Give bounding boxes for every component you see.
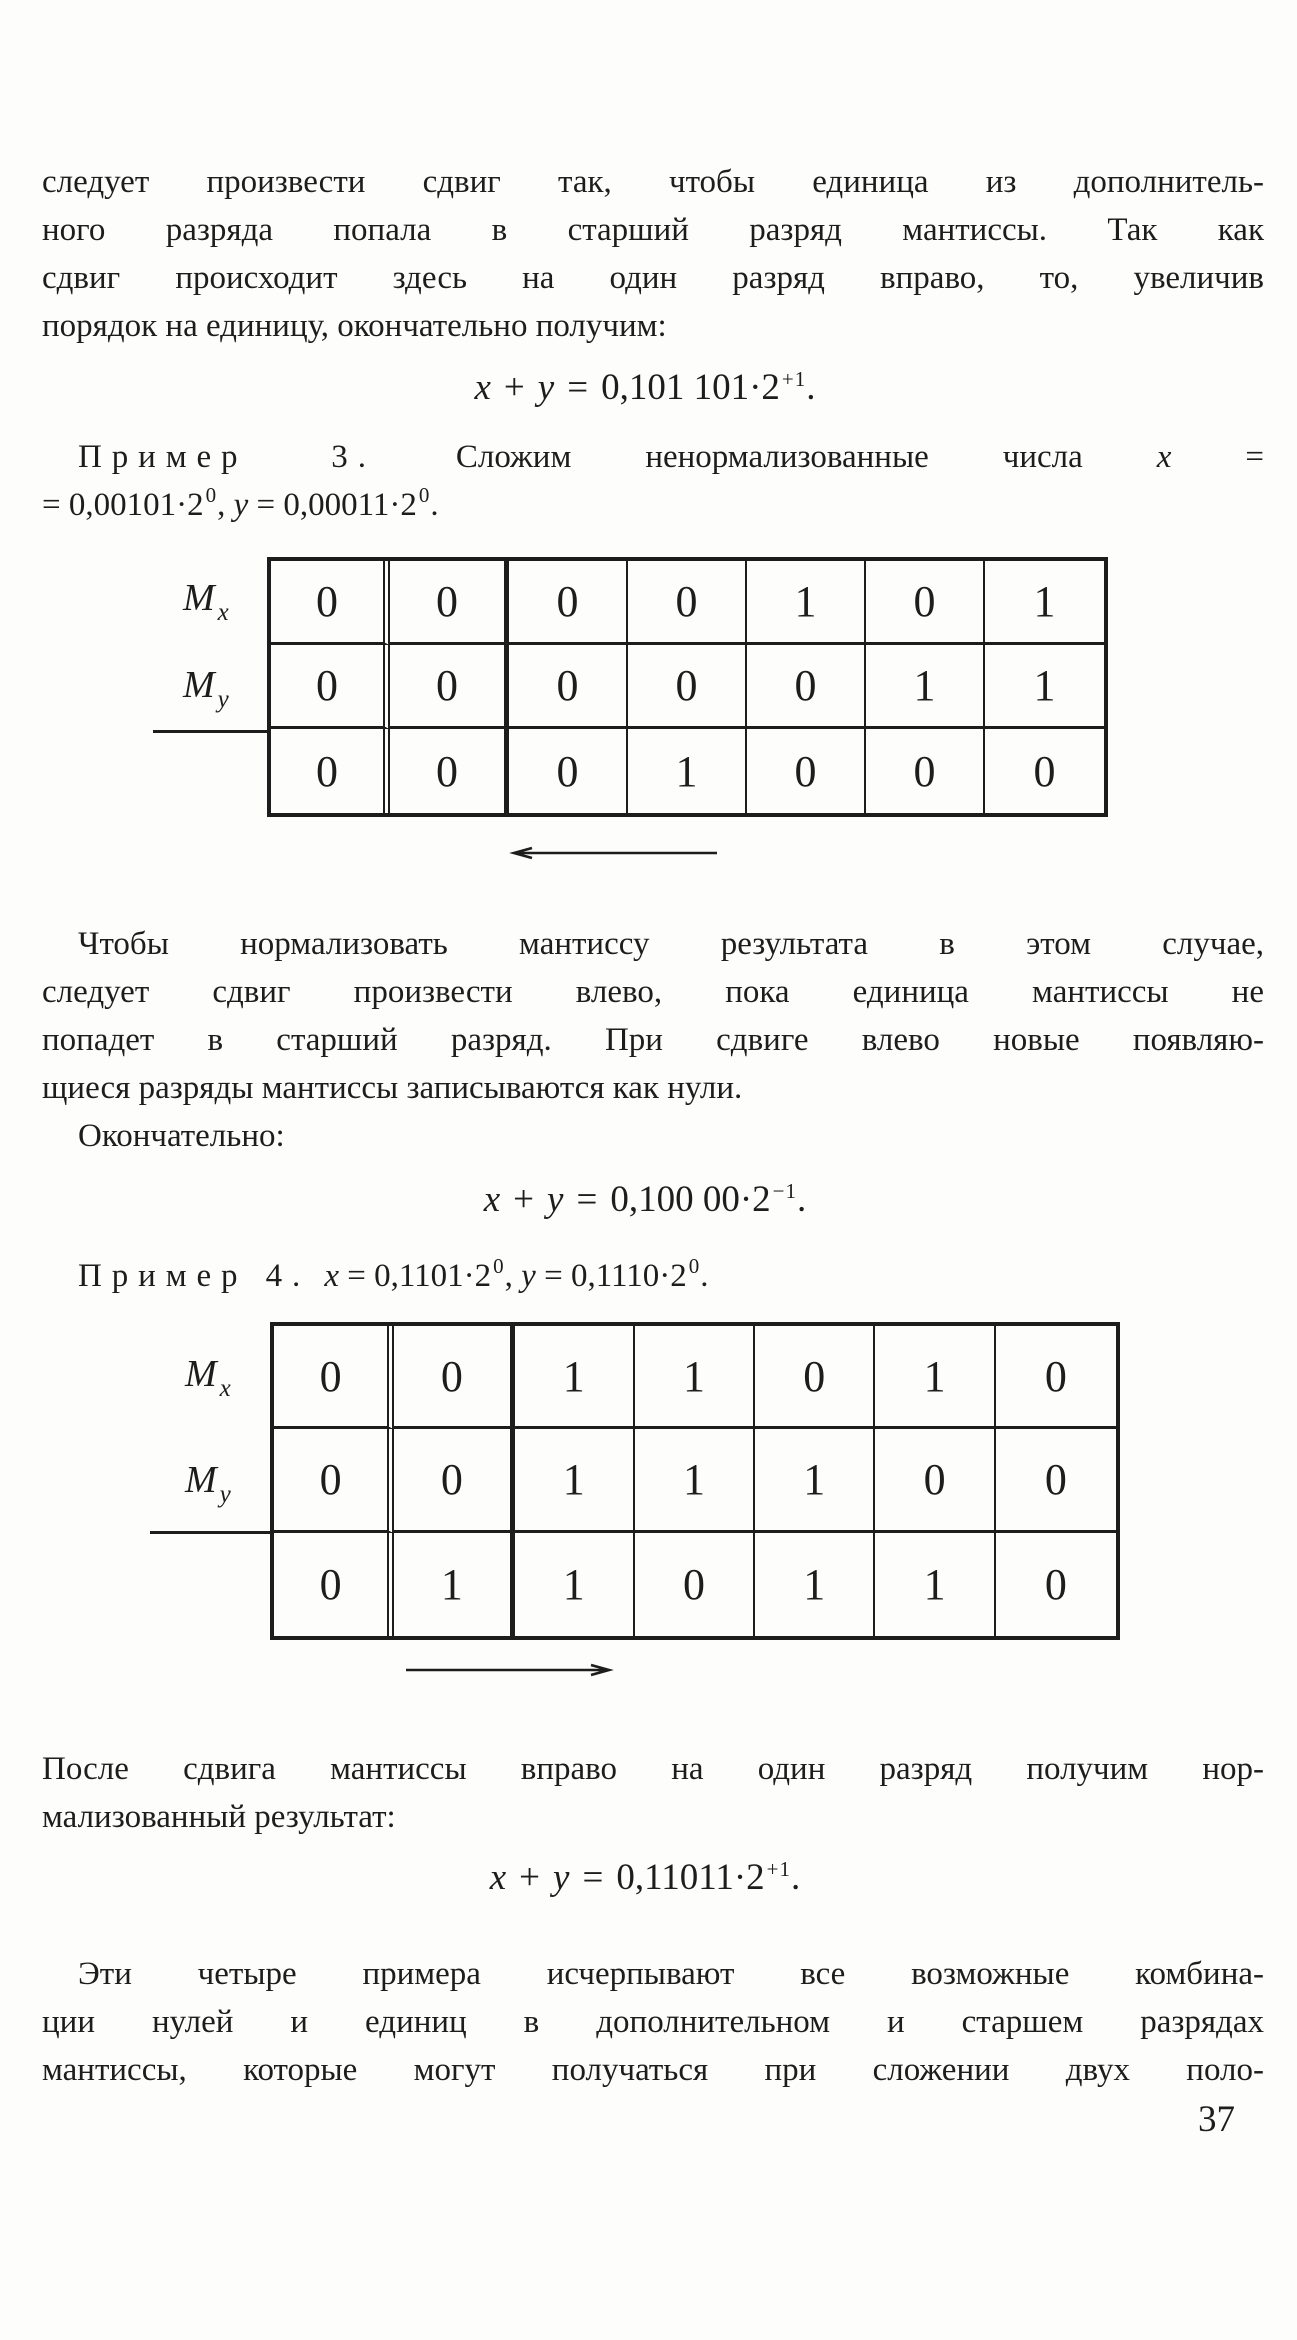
shift-right-arrow-icon bbox=[403, 1662, 618, 1678]
x-exponent: 0 bbox=[493, 1254, 505, 1278]
row-label-my: M $_y$ bbox=[185, 1459, 231, 1508]
table-cell: 1 bbox=[985, 561, 1104, 645]
formula-variable: x bbox=[474, 367, 491, 408]
text-line: следует произвести сдвиг так, чтобы единица из дополнитель- bbox=[42, 164, 1264, 200]
table-cell: 1 bbox=[875, 1326, 995, 1429]
table-cell: 0 bbox=[394, 1326, 514, 1429]
binary-table-example4 bbox=[270, 1322, 1120, 1640]
table-cell: 0 bbox=[1033, 746, 1056, 796]
table-cell: 1 bbox=[875, 1533, 995, 1636]
paragraph-normalize bbox=[42, 920, 1264, 1160]
text-line: ции нулей и единиц в дополнительном и старшем разрядах bbox=[42, 2004, 1264, 2040]
y-value: = 0,00011·2 bbox=[256, 487, 417, 523]
table-cell: 1 bbox=[755, 1533, 875, 1636]
table-cell: 0 bbox=[755, 1326, 875, 1429]
table-cell: 0 bbox=[271, 645, 390, 729]
table-cell: 0 bbox=[509, 561, 628, 645]
text-line: попадет в старший разряд. При сдвиге влево новые появляю- bbox=[42, 1022, 1264, 1058]
table-cell: 1 bbox=[635, 1326, 755, 1429]
table-cell: 0 bbox=[390, 729, 509, 813]
example-3 bbox=[42, 433, 1264, 532]
table-cell: 0 bbox=[390, 645, 509, 729]
formula-variable: y bbox=[537, 367, 555, 408]
formula-variable: y bbox=[553, 1857, 570, 1898]
table-cell: 0 bbox=[996, 1429, 1116, 1532]
formula-equals: = bbox=[582, 1857, 604, 1898]
table-cell: 1 bbox=[515, 1429, 635, 1532]
x-exponent: 0 bbox=[205, 483, 218, 507]
table-cell: 0 bbox=[875, 1429, 995, 1532]
x-value: = 0,1101·2 bbox=[347, 1258, 492, 1294]
table-cell: 0 bbox=[1044, 1559, 1067, 1609]
table-cell: 0 bbox=[747, 729, 866, 813]
table-cell: 1 bbox=[628, 729, 747, 813]
comma: , bbox=[504, 1258, 513, 1294]
table-cell: 1 bbox=[755, 1429, 875, 1532]
table-cell: 1 bbox=[985, 645, 1104, 729]
formula-sum-2 bbox=[130, 1178, 1160, 1221]
table-cell: 0 bbox=[271, 729, 390, 813]
row-label-mx: M $_x$ bbox=[185, 1353, 231, 1402]
table-cell: 0 bbox=[394, 1429, 514, 1532]
formula-exponent: −1 bbox=[772, 1179, 798, 1203]
page-number: 37 bbox=[1198, 2099, 1235, 2140]
formula-equals: = bbox=[1245, 439, 1265, 475]
example-label: Пример 3. bbox=[78, 439, 376, 475]
period: . bbox=[430, 487, 439, 523]
formula-variable: y bbox=[233, 487, 249, 523]
y-exponent: 0 bbox=[688, 1254, 701, 1278]
table-cell: 0 bbox=[996, 1326, 1116, 1429]
formula-equals: = bbox=[567, 367, 589, 408]
table-cell: 1 bbox=[515, 1326, 635, 1429]
text-line: Окончательно: bbox=[78, 1118, 285, 1154]
table-cell: 0 bbox=[866, 561, 985, 645]
text-line: После сдвига мантиссы вправо на один разряд получим нор- bbox=[42, 1751, 1264, 1787]
formula-period: . bbox=[797, 1179, 807, 1220]
table-cell: 1 bbox=[866, 645, 985, 729]
table-cell: 1 bbox=[515, 1533, 635, 1636]
x-value: = 0,00101·2 bbox=[42, 487, 204, 523]
addition-rule-line bbox=[153, 730, 267, 733]
formula-sum-3 bbox=[130, 1856, 1160, 1899]
formula-period: . bbox=[806, 367, 816, 408]
formula-operator: + bbox=[513, 1179, 535, 1220]
formula-variable: x bbox=[489, 1857, 507, 1898]
shift-left-arrow-icon bbox=[505, 845, 720, 861]
table-cell: 0 bbox=[271, 561, 390, 645]
formula-variable: y bbox=[521, 1258, 536, 1294]
y-value: = 0,1110·2 bbox=[544, 1258, 687, 1294]
formula-exponent: +1 bbox=[781, 367, 807, 391]
text-line: мализованный результат: bbox=[42, 1799, 396, 1835]
period: . bbox=[700, 1258, 709, 1294]
table-cell: 1 bbox=[747, 561, 866, 645]
table-cell: 0 bbox=[635, 1533, 755, 1636]
text-line: порядок на единицу, окончательно получим: bbox=[42, 308, 667, 344]
text-line bbox=[42, 433, 1264, 481]
table-cell: 0 bbox=[628, 645, 747, 729]
formula-operator: + bbox=[503, 367, 525, 408]
row-label-mx: M $_x$ bbox=[183, 577, 229, 626]
table-cell: 1 bbox=[394, 1533, 514, 1636]
formula-sum-1 bbox=[130, 366, 1160, 409]
text-line: ного разряда попала в старший разряд мантиссы. Так как bbox=[42, 212, 1264, 248]
text-line: следует сдвиг произвести влево, пока единица мантиссы не bbox=[42, 974, 1264, 1010]
table-cell: 0 bbox=[509, 645, 628, 729]
table-cell: 0 bbox=[747, 645, 866, 729]
table-cell: 0 bbox=[274, 1429, 394, 1532]
formula-variable: x bbox=[1156, 439, 1172, 475]
formula-variable: x bbox=[483, 1179, 501, 1220]
paragraph-conclusion bbox=[42, 1950, 1264, 2094]
table-cell: 0 bbox=[866, 729, 985, 813]
paragraph-shift-right bbox=[42, 158, 1264, 350]
table-cell: 0 bbox=[628, 561, 747, 645]
text-line: щиеся разряды мантиссы записываются как нули. bbox=[42, 1070, 743, 1106]
table-cell: 0 bbox=[509, 729, 628, 813]
formula-variable: x bbox=[324, 1258, 340, 1294]
formula-operator: + bbox=[519, 1857, 541, 1898]
addition-rule-line bbox=[150, 1531, 270, 1534]
text-line: Эти четыре примера исчерпывают все возможные комбина- bbox=[78, 1956, 1264, 1992]
formula-value: 0,11011·2 bbox=[616, 1857, 765, 1898]
formula-variable: y bbox=[547, 1179, 564, 1220]
formula-exponent: +1 bbox=[766, 1857, 792, 1881]
example-intro: Сложим ненормализованные числа bbox=[455, 439, 1083, 475]
text-line: Чтобы нормализовать мантиссу результата в этом случае, bbox=[78, 926, 1264, 962]
text-line: сдвиг происходит здесь на один разряд вправо, то, увеличив bbox=[42, 260, 1264, 296]
comma: , bbox=[217, 487, 226, 523]
paragraph-after-shift bbox=[42, 1745, 1264, 1841]
example-4 bbox=[42, 1252, 1264, 1303]
example-label: Пример 4. bbox=[78, 1258, 311, 1294]
formula-period: . bbox=[791, 1857, 801, 1898]
table-cell: 0 bbox=[274, 1326, 394, 1429]
formula-value: 0,100 00·2 bbox=[610, 1179, 771, 1220]
table-cell: 0 bbox=[390, 561, 509, 645]
text-line bbox=[42, 481, 1264, 532]
table-cell: 0 bbox=[274, 1533, 394, 1636]
text-line bbox=[42, 1252, 1264, 1303]
row-label-my: M $_y$ bbox=[183, 664, 229, 713]
formula-equals: = bbox=[576, 1179, 598, 1220]
table-cell: 1 bbox=[635, 1429, 755, 1532]
text-line: мантиссы, которые могут получаться при сложении двух поло- bbox=[42, 2052, 1264, 2088]
binary-table-example3 bbox=[267, 557, 1108, 817]
y-exponent: 0 bbox=[418, 483, 431, 507]
formula-value: 0,101 101·2 bbox=[601, 367, 780, 408]
